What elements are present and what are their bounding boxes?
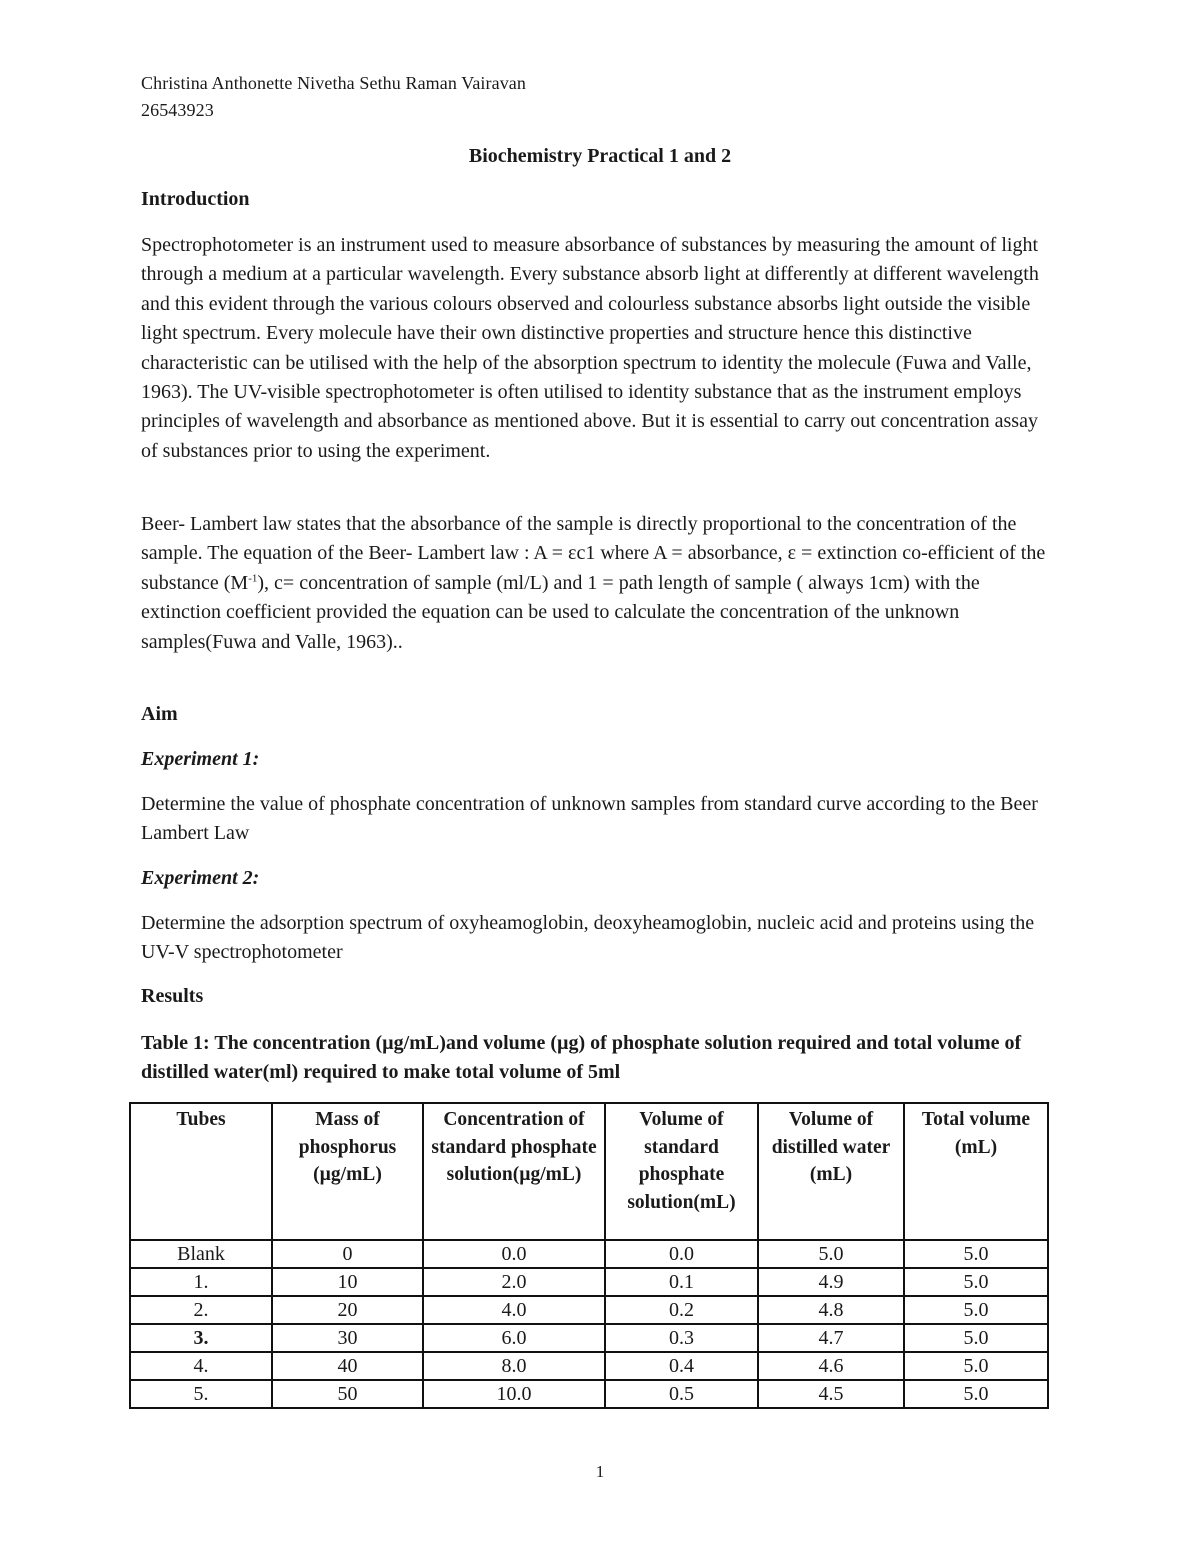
experiment-2-heading: Experiment 2: (141, 867, 260, 889)
cell-total-volume: 5.0 (904, 1380, 1048, 1408)
cell-mass: 50 (272, 1380, 423, 1408)
experiment-1-text: Determine the value of phosphate concentration of unknown samples from standard curve according to the Beer Lambert Law (141, 793, 1038, 845)
cell-concentration: 4.0 (423, 1296, 605, 1324)
introduction-paragraph-2 (141, 510, 1053, 657)
cell-volume-standard: 0.4 (605, 1352, 758, 1380)
header-tubes: Tubes (130, 1103, 272, 1240)
cell-mass: 40 (272, 1352, 423, 1380)
aim-heading: Aim (141, 703, 178, 725)
cell-tube: 2. (130, 1296, 272, 1324)
student-id: 26543923 (141, 100, 214, 120)
header-total-volume: Total volume (mL) (904, 1103, 1048, 1240)
cell-concentration: 8.0 (423, 1352, 605, 1380)
cell-concentration: 6.0 (423, 1324, 605, 1352)
header-volume-water: Volume of distilled water (mL) (758, 1103, 904, 1240)
page-number: 1 (595, 1462, 605, 1481)
results-heading: Results (141, 985, 204, 1007)
experiment-2-text: Determine the adsorption spectrum of oxyheamoglobin, deoxyheamoglobin, nucleic acid and proteins using the UV-V spectrophotometer (141, 912, 1035, 964)
cell-volume-standard: 0.5 (605, 1380, 758, 1408)
introduction-heading: Introduction (141, 188, 250, 210)
cell-tube: 5. (130, 1380, 272, 1408)
header-volume-standard: Volume of standard phosphate solution(mL) (605, 1103, 758, 1240)
header-concentration: Concentration of standard phosphate solution(µg/mL) (423, 1103, 605, 1240)
table-row (130, 1324, 1048, 1352)
cell-volume-water: 4.9 (758, 1268, 904, 1296)
cell-volume-water: 4.8 (758, 1296, 904, 1324)
cell-total-volume: 5.0 (904, 1240, 1048, 1268)
table-row (130, 1352, 1048, 1380)
introduction-paragraph-1: Spectrophotometer is an instrument used to measure absorbance of substances by measuring the amount of light through a medium at a particular wavelength. Every substance absorb light at differently at different wavelength and this evident through the various colours observed and colourless substance absorbs light outside the visible light spectrum. Every molecule have their own distinctive properties and structure hence this distinctive characteristic can be utilised with the help of the absorption spectrum to identity the molecule (Fuwa and Valle, 1963). The UV-visible spectrophotometer is often utilised to identity substance that as the instrument employs principles of wavelength and absorbance as mentioned above. But it is essential to carry out concentration assay of substances prior to using the experiment. (141, 234, 1039, 462)
cell-volume-standard: 0.1 (605, 1268, 758, 1296)
beer-lambert-text-2: ), c= concentration of sample (ml/L) and 1 = path length of sample ( always 1cm) with the extinction coefficient provided the equation can be used to calculate the concentration of the unknown samples(Fuwa and Valle, 1963).. (141, 571, 980, 653)
superscript-minus-one: -1 (248, 572, 258, 585)
cell-mass: 20 (272, 1296, 423, 1324)
cell-total-volume: 5.0 (904, 1324, 1048, 1352)
table-1-caption: Table 1: The concentration (µg/mL)and volume (µg) of phosphate solution required and total volume of distilled water(ml) required to make total volume of 5ml (141, 1032, 1022, 1083)
cell-concentration: 2.0 (423, 1268, 605, 1296)
cell-volume-water: 4.6 (758, 1352, 904, 1380)
cell-mass: 10 (272, 1268, 423, 1296)
cell-mass: 30 (272, 1324, 423, 1352)
cell-concentration: 0.0 (423, 1240, 605, 1268)
cell-tube: 3. (130, 1324, 272, 1352)
document-title (0, 145, 1200, 168)
cell-total-volume: 5.0 (904, 1352, 1048, 1380)
cell-tube: 4. (130, 1352, 272, 1380)
cell-mass: 0 (272, 1240, 423, 1268)
cell-volume-standard: 0.3 (605, 1324, 758, 1352)
table-row (130, 1380, 1048, 1408)
beer-lambert-text-1: Beer- Lambert law states that the absorbance of the sample is directly proportional to the concentration of the sample. The equation of the Beer- Lambert law : A = εc1 where A = absorbance, ε = extinction co-efficient of the substance (M (141, 513, 1046, 594)
experiment-1-heading: Experiment 1: (141, 748, 260, 770)
author-name: Christina Anthonette Nivetha Sethu Raman Vairavan (141, 73, 526, 93)
cell-total-volume: 5.0 (904, 1296, 1048, 1324)
cell-volume-water: 4.5 (758, 1380, 904, 1408)
header-mass-of-phosphorus: Mass of phosphorus (µg/mL) (272, 1103, 423, 1240)
document-title-text: Biochemistry Practical 1 and 2 (468, 145, 732, 167)
cell-total-volume: 5.0 (904, 1268, 1048, 1296)
cell-tube: 1. (130, 1268, 272, 1296)
cell-concentration: 10.0 (423, 1380, 605, 1408)
cell-volume-standard: 0.0 (605, 1240, 758, 1268)
table-row (130, 1240, 1048, 1268)
table-row (130, 1296, 1048, 1324)
phosphate-table (129, 1102, 1049, 1409)
cell-tube: Blank (130, 1240, 272, 1268)
cell-volume-water: 5.0 (758, 1240, 904, 1268)
table-row (130, 1268, 1048, 1296)
table-header-row (130, 1103, 1048, 1240)
cell-volume-standard: 0.2 (605, 1296, 758, 1324)
cell-volume-water: 4.7 (758, 1324, 904, 1352)
